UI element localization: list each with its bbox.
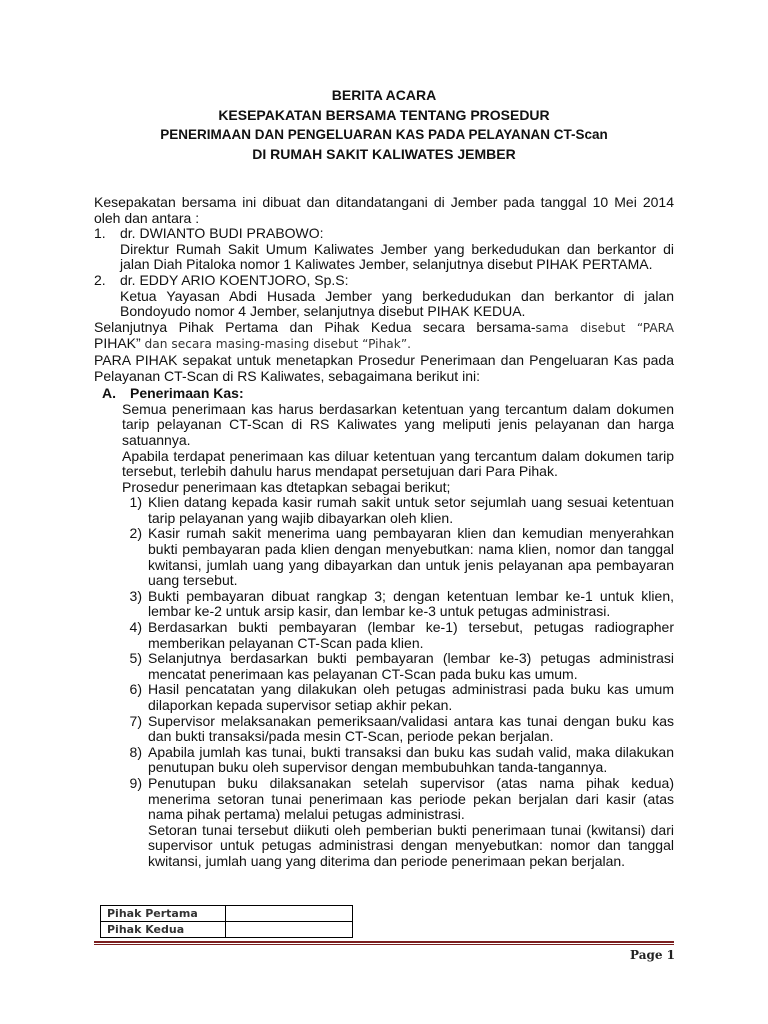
signature-row-pihak-kedua <box>101 922 353 938</box>
party-2 <box>94 273 674 289</box>
signature-label-pihak-pertama: Pihak Pertama <box>101 906 226 922</box>
list-item-text: Kasir rumah sakit menerima uang pembayaran klien dan kemudian menyerahkan bukti pembayaran pada klien dengan menyebutkan: nama klien, nomor dan tanggal kwitansi, jumlah uang yang dibayarkan dan untuk jenis pelayanan apa pembayaran uang tersebut. <box>148 525 674 589</box>
para-pihak-text-a: Selanjutnya Pihak Pertama dan Pihak Kedua secara bersama- <box>94 318 536 335</box>
party-2-desc-1: Ketua Yayasan Abdi Husada Jember yang berkedudukan dan berkantor di jalan <box>120 287 674 304</box>
list-item-text: Penutupan buku dilaksanakan setelah supervisor (atas nama pihak kedua) menerima setoran tunai penerimaan kas periode pekan berjalan dari kasir (atas nama pihak pertama) melalui petugas administrasi. <box>148 774 674 823</box>
page-number: Page 1 <box>630 948 676 962</box>
party-1-number: 1. <box>94 225 106 242</box>
list-item <box>122 526 674 588</box>
party-2-desc-2: Bondoyudo nomor 4 Jember, selanjutnya disebut PIHAK KEDUA. <box>120 303 526 320</box>
section-a-body <box>94 402 674 870</box>
intro-line-2: oleh dan antara : <box>94 209 200 226</box>
list-item <box>122 745 674 776</box>
doc-title: BERITA ACARA <box>331 87 437 103</box>
document-header <box>0 86 768 164</box>
document-body <box>94 195 674 870</box>
section-a <box>94 386 674 869</box>
list-item-9-extra: Setoran tunai tersebut diikuti oleh pemberian bukti penerimaan tunai (kwitansi) dari supervisor untuk petugas administrasi dengan menyebutkan: nomor dan tanggal kwitansi, jumlah uang yang diterima dan periode penerimaan pekan berjalan. <box>148 821 674 869</box>
list-item-number: 5) <box>129 650 142 667</box>
list-item-number: 4) <box>129 619 142 636</box>
list-item-number: 1) <box>129 494 142 511</box>
intro-line-1: Kesepakatan bersama ini dibuat dan ditandatangani di Jember pada tanggal 10 Mei 2014 <box>94 194 674 210</box>
signature-cell-pihak-kedua <box>226 922 353 938</box>
list-item-number: 8) <box>129 743 142 760</box>
list-item-text: Apabila jumlah kas tunai, bukti transaksi dan buku kas sudah valid, maka dilakukan penutupan buku oleh supervisor dengan membubuhkan tanda-tangannya. <box>148 743 674 776</box>
list-item <box>122 589 674 620</box>
list-item-text: Hasil pencatatan yang dilakukan oleh petugas administrasi pada buku kas umum dilaporkan kepada supervisor setiap akhir pekan. <box>148 681 674 713</box>
party-1-desc-2: jalan Diah Pitaloka nomor 1 Kaliwates Jember, selanjutnya disebut PIHAK PERTAMA. <box>120 256 653 273</box>
section-a-para-2: Apabila terdapat penerimaan kas diluar ketentuan yang tercantum dalam dokumen tarip tersebut, terlebih dahulu harus mendapat persetujuan dari Para Pihak. <box>122 447 674 480</box>
section-a-letter: A. <box>102 385 116 402</box>
doc-subtitle-2: PENERIMAAN DAN PENGELUARAN KAS PADA PELAYANAN CT-Scan <box>160 127 608 142</box>
para-pihak-line-2 <box>94 336 674 353</box>
list-item-number: 7) <box>129 712 142 729</box>
signature-label-pihak-kedua: Pihak Kedua <box>101 922 226 938</box>
para-pihak-text-d: dan secara masing-masing disebut “Pihak”. <box>140 337 412 352</box>
list-item-text: Berdasarkan bukti pembayaran (lembar ke-1) tersebut, petugas radiographer memberikan pelayanan CT-Scan pada klien. <box>148 619 674 651</box>
para-pihak-text-b: sama disebut “PARA <box>535 320 674 335</box>
section-a-para-1: Semua penerimaan kas harus berdasarkan ketentuan yang tercantum dalam dokumen tarip pelayanan CT-Scan di RS Kaliwates yang meliputi jenis pelayanan dan harga satuannya. <box>122 400 674 448</box>
agreement-line-1: PARA PIHAK sepakat untuk menetapkan Prosedur Penerimaan dan Pengeluaran Kas pada <box>94 351 674 368</box>
signature-row-pihak-pertama <box>101 906 353 922</box>
section-a-para-3: Prosedur penerimaan kas dtetapkan sebagai berikut; <box>122 478 451 495</box>
party-1-desc-1: Direktur Rumah Sakit Umum Kaliwates Jember yang berkedudukan dan berkantor di <box>120 240 674 257</box>
section-a-heading <box>94 386 674 402</box>
list-item-text: Supervisor melaksanakan pemeriksaan/validasi antara kas tunai dengan buku kas dan bukti transaksi/pada mesin CT-Scan, periode pekan berjalan. <box>148 712 674 745</box>
list-item <box>122 495 674 526</box>
list-item <box>122 714 674 745</box>
para-pihak-text-c: PIHAK” <box>94 335 141 352</box>
party-1 <box>94 226 674 242</box>
list-item-number: 2) <box>129 525 142 542</box>
list-item <box>122 651 674 682</box>
list-item-continuation <box>122 823 674 870</box>
list-item-number: 3) <box>129 587 142 604</box>
list-item-text: Bukti pembayaran dibuat rangkap 3; dengan ketentuan lembar ke-1 untuk klien, lembar ke-2 untuk arsip kasir, dan lembar ke-3 untuk petugas administrasi. <box>148 587 674 620</box>
list-item-text: Klien datang kepada kasir rumah sakit untuk setor sejumlah uang sesuai ketentuan tarip pelayanan yang wajib dibayarkan oleh klien. <box>148 494 674 526</box>
party-2-name: dr. EDDY ARIO KOENTJORO, Sp.S: <box>120 271 349 288</box>
signature-table <box>100 905 353 938</box>
signature-cell-pihak-pertama <box>226 906 353 922</box>
doc-subtitle-3: DI RUMAH SAKIT KALIWATES JEMBER <box>252 145 516 162</box>
list-item <box>122 620 674 651</box>
party-2-number: 2. <box>94 271 106 288</box>
doc-subtitle-1: KESEPAKATAN BERSAMA TENTANG PROSEDUR <box>218 106 550 123</box>
list-item-number: 6) <box>129 681 142 698</box>
footer-rule <box>94 941 674 943</box>
list-item-number: 9) <box>129 774 142 791</box>
list-item-text: Selanjutnya berdasarkan bukti pembayaran (lembar ke-3) petugas administrasi mencatat penerimaan kas pelayanan CT-Scan pada buku kas umum. <box>148 650 674 682</box>
list-item <box>122 776 674 823</box>
para-pihak-line-1 <box>94 320 674 337</box>
agreement-line-2: Pelayanan CT-Scan di RS Kaliwates, sebagaimana berikut ini: <box>94 367 480 384</box>
list-item <box>122 682 674 713</box>
section-a-title: Penerimaan Kas: <box>130 385 244 402</box>
footer-rule-thin <box>94 944 674 945</box>
party-1-name: dr. DWIANTO BUDI PRABOWO: <box>120 225 324 242</box>
